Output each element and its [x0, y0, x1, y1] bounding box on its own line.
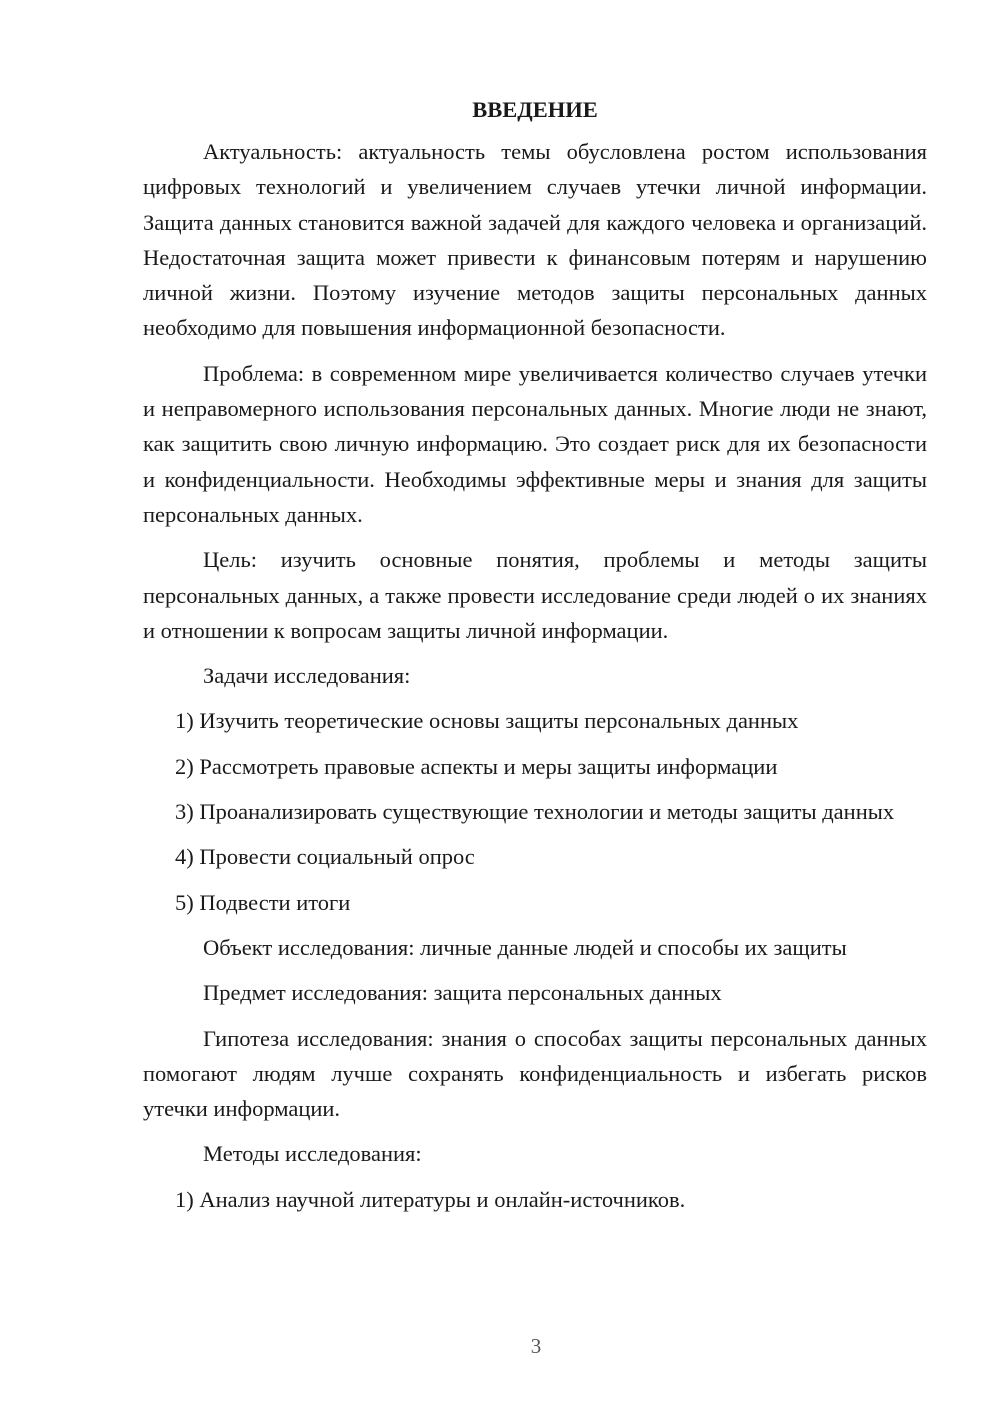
- document-page: [143, 92, 927, 1227]
- relevance-paragraph: Актуальность: актуальность темы обусловлена ростом использования цифровых технологий и увеличением случаев утечки личной информации. Защита данных становится важной задачей для каждого человека и организаций. Недостаточная защита может привести к финансовым потерям и нарушению личной жизни. Поэтому изучение методов защиты персональных данных необходимо для повышения информационной безопасности.: [143, 139, 927, 341]
- hypothesis-paragraph: Гипотеза исследования: знания о способах защиты персональных данных помогают людям лучше сохранять конфиденциальность и избегать рисков утечки информации.: [143, 1025, 927, 1122]
- page-number: 3: [530, 1334, 542, 1358]
- problem-paragraph: Проблема: в современном мире увеличивается количество случаев утечки и неправомерного использования персональных данных. Многие люди не знают, как защитить свою личную информацию. Это создает риск для их безопасности и конфиденциальности. Необходимы эффективные меры и знания для защиты персональных данных.: [143, 360, 927, 527]
- research-object: Объект исследования: личные данные людей и способы их защиты: [203, 934, 847, 960]
- task-item-4: 4) Провести социальный опрос: [175, 844, 475, 870]
- method-item-1: 1) Анализ научной литературы и онлайн-источников.: [175, 1186, 686, 1212]
- task-item-5: 5) Подвести итоги: [175, 889, 351, 915]
- tasks-heading: Задачи исследования:: [203, 663, 411, 689]
- task-item-2: 2) Рассмотреть правовые аспекты и меры защиты информации: [175, 753, 778, 779]
- section-title: ВВЕДЕНИЕ: [472, 97, 598, 122]
- goal-paragraph: Цель: изучить основные понятия, проблемы и методы защиты персональных данных, а также провести исследование среди людей о их знаниях и отношении к вопросам защиты личной информации.: [143, 547, 927, 643]
- methods-heading: Методы исследования:: [203, 1141, 422, 1167]
- task-item-1: 1) Изучить теоретические основы защиты персональных данных: [175, 708, 799, 734]
- task-item-3: 3) Проанализировать существующие технологии и методы защиты данных: [175, 799, 895, 825]
- research-subject: Предмет исследования: защита персональных данных: [203, 980, 722, 1006]
